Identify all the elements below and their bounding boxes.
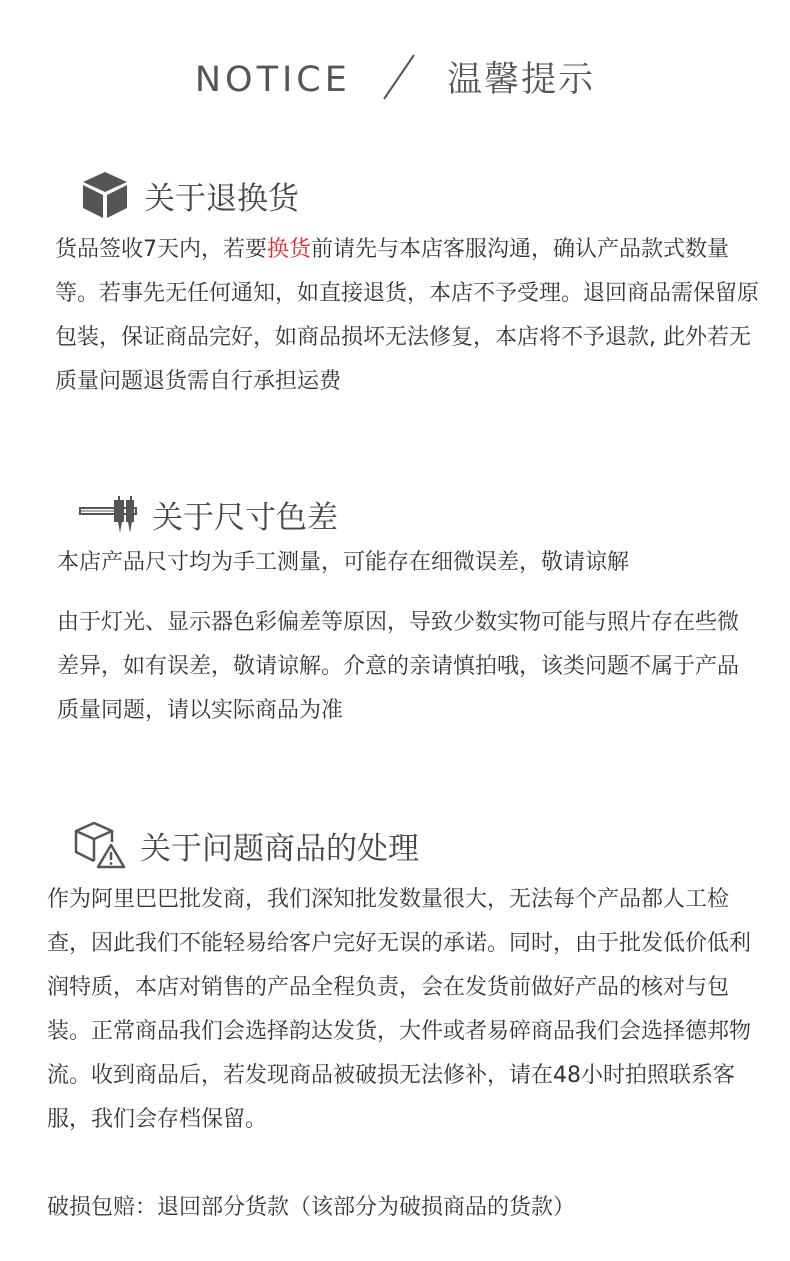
caliper-icon [78, 495, 138, 535]
notice-title-en: NOTICE [194, 60, 351, 100]
notice-header [0, 52, 790, 105]
section-problem-title [74, 820, 419, 870]
section-problem-heading: 关于问题商品的处理 [140, 830, 419, 867]
damaged-box-icon [74, 820, 126, 870]
problem-paragraph-2: 破损包赔：退回部分货款（该部分为破损商品的货款） [47, 1195, 576, 1220]
box-icon [80, 170, 130, 220]
notice-title-cn: 温馨提示 [447, 60, 596, 100]
section-size-heading: 关于尺寸色差 [152, 500, 338, 536]
returns-highlight: 换货 [267, 237, 312, 262]
returns-text-after: 前请先与本店客服沟通，确认产品款式数量等。若事先无任何通知，如直接退货，本店不予受理。退回商品需保留原包装，保证商品完好，如商品损坏无法修复，本店将不予退款, 此外若无质量问题退货需自行承担运费 [55, 237, 760, 394]
size-paragraph-1: 本店产品尺寸均为手工测量，可能存在细微误差，敬请谅解 [57, 550, 630, 575]
section-returns-title [80, 170, 299, 220]
returns-paragraph [55, 228, 765, 404]
section-returns-heading: 关于退换货 [144, 180, 299, 217]
returns-text-before: 货品签收7天内，若要 [55, 237, 267, 262]
slash-divider [382, 53, 416, 101]
size-paragraph-2: 由于灯光、显示器色彩偏差等原因，导致少数实物可能与照片存在些微差异，如有误差，敬请谅解。介意的亲请慎拍哦，该类问题不属于产品质量同题，请以实际商品为准 [57, 610, 740, 723]
section-size-title [78, 492, 338, 537]
problem-paragraph-1: 作为阿里巴巴批发商，我们深知批发数量很大，无法每个产品都人工检查，因此我们不能轻易给客户完好无误的承诺。同时，由于批发低价低利润特质，本店对销售的产品全程负责，会在发货前做好产品的核对与包装。正常商品我们会选择韵达发货，大件或者易碎商品我们会选择德邦物流。收到商品后，若发现商品被破损无法修补，请在48小时拍照联系客服，我们会存档保留。 [47, 887, 752, 1132]
